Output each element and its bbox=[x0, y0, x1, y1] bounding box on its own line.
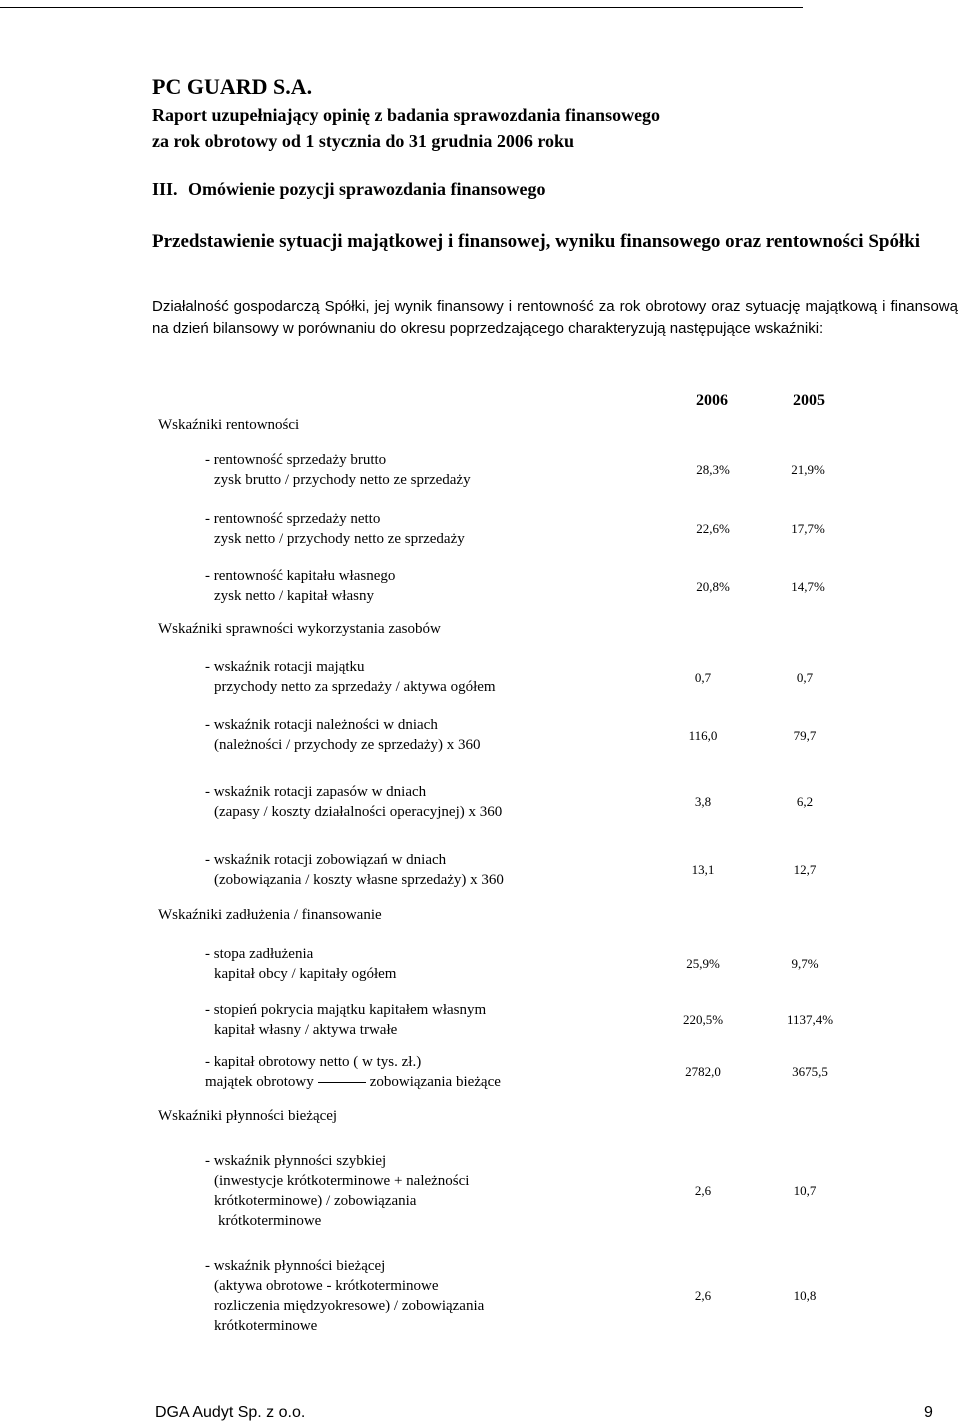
value-2005: 10,7 bbox=[793, 1183, 817, 1198]
indicator-label: - rentowność sprzedaży brutto bbox=[205, 452, 387, 468]
formula-term: majątek obrotowy bbox=[205, 1074, 314, 1090]
value-2006: 3,8 bbox=[694, 794, 712, 809]
value-2006: 20,8% bbox=[696, 579, 730, 594]
indicator-row bbox=[205, 1052, 501, 1092]
value-2005: 21,9% bbox=[791, 462, 825, 477]
value-2006: 22,6% bbox=[696, 521, 730, 536]
indicator-label: - stopień pokrycia majątku kapitałem własnym bbox=[205, 1002, 487, 1018]
value-2005: 17,7% bbox=[791, 521, 825, 536]
indicator-formula: krótkoterminowe bbox=[218, 1213, 322, 1229]
value-2006: 2,6 bbox=[694, 1183, 712, 1198]
section-heading bbox=[152, 179, 546, 200]
indicator-row bbox=[205, 1256, 484, 1336]
minus-dash bbox=[318, 1082, 366, 1083]
section-title: Omówienie pozycji sprawozdania finansowego bbox=[188, 179, 546, 199]
value-2005: 3675,5 bbox=[792, 1064, 828, 1079]
value-2005: 6,2 bbox=[796, 794, 814, 809]
report-subtitle-line1: Raport uzupełniający opinię z badania sprawozdania finansowego bbox=[152, 105, 661, 125]
indicator-formula: przychody netto za sprzedaży / aktywa ogółem bbox=[214, 679, 496, 695]
indicator-formula: kapitał obcy / kapitały ogółem bbox=[214, 966, 397, 982]
indicator-label: - wskaźnik rotacji majątku bbox=[205, 659, 365, 675]
indicator-row bbox=[205, 850, 504, 890]
indicator-formula: krótkoterminowe bbox=[214, 1318, 318, 1334]
indicator-label: - rentowność sprzedaży netto bbox=[205, 511, 381, 527]
indicator-row bbox=[205, 1000, 486, 1040]
value-2006: 2782,0 bbox=[685, 1064, 721, 1079]
group-title-profitability: Wskaźniki rentowności bbox=[158, 417, 300, 433]
year-header-2006: 2006 bbox=[696, 392, 728, 409]
formula-term: zobowiązania bieżące bbox=[369, 1074, 501, 1090]
value-2005: 0,7 bbox=[796, 670, 814, 685]
indicator-formula bbox=[205, 1072, 501, 1092]
indicator-formula: (zobowiązania / koszty własne sprzedaży) x 360 bbox=[214, 872, 504, 888]
indicator-label: - wskaźnik rotacji należności w dniach bbox=[205, 717, 438, 733]
value-2006: 28,3% bbox=[696, 462, 730, 477]
value-2006: 2,6 bbox=[694, 1288, 712, 1303]
indicator-row bbox=[205, 450, 471, 490]
indicator-label: - kapitał obrotowy netto ( w tys. zł.) bbox=[205, 1054, 422, 1070]
indicator-label: - wskaźnik rotacji zobowiązań w dniach bbox=[205, 852, 447, 868]
indicator-formula: (aktywa obrotowe - krótkoterminowe bbox=[214, 1278, 439, 1294]
value-2005: 9,7% bbox=[791, 956, 819, 971]
value-2005: 14,7% bbox=[791, 579, 825, 594]
company-name: PC GUARD S.A. bbox=[152, 74, 313, 99]
intro-paragraph: Działalność gospodarczą Spółki, jej wynik finansowy i rentowność za rok obrotowy oraz sytuację majątkową i finansową na dzień bilansowy w porównaniu do okresu poprzedzającego charakteryzują następujące wskaźniki: bbox=[152, 298, 958, 337]
indicator-formula: (inwestycje krótkoterminowe + należności bbox=[214, 1173, 470, 1189]
indicator-label: - wskaźnik płynności szybkiej bbox=[205, 1153, 387, 1169]
indicator-formula: zysk netto / przychody netto ze sprzedaży bbox=[214, 531, 465, 547]
indicator-label: - wskaźnik rotacji zapasów w dniach bbox=[205, 784, 427, 800]
top-rule bbox=[0, 7, 803, 8]
indicator-label: - rentowność kapitału własnego bbox=[205, 568, 396, 584]
section-number: III. bbox=[152, 179, 178, 199]
year-header-2005: 2005 bbox=[793, 392, 825, 409]
value-2005: 12,7 bbox=[793, 862, 817, 877]
indicator-formula: (zapasy / koszty działalności operacyjnej) x 360 bbox=[214, 804, 503, 820]
value-2005: 79,7 bbox=[793, 728, 817, 743]
indicator-formula: zysk brutto / przychody netto ze sprzedaży bbox=[214, 472, 471, 488]
report-subtitle-line2: za rok obrotowy od 1 stycznia do 31 grudnia 2006 roku bbox=[152, 131, 575, 151]
indicator-formula: kapitał własny / aktywa trwałe bbox=[214, 1022, 398, 1038]
indicator-label: - stopa zadłużenia bbox=[205, 946, 314, 962]
indicator-row bbox=[205, 782, 502, 822]
indicator-row bbox=[205, 509, 465, 549]
indicator-formula: rozliczenia międzyokresowe) / zobowiązania bbox=[214, 1298, 485, 1314]
indicator-row bbox=[205, 657, 496, 697]
indicator-formula: krótkoterminowe) / zobowiązania bbox=[214, 1193, 417, 1209]
value-2005: 10,8 bbox=[793, 1288, 817, 1303]
indicator-row bbox=[205, 566, 395, 606]
value-2006: 0,7 bbox=[694, 670, 712, 685]
indicator-row bbox=[205, 944, 396, 984]
indicator-row bbox=[205, 715, 481, 755]
subheading: Przedstawienie sytuacji majątkowej i finansowej, wyniku finansowego oraz rentowności Spółki bbox=[152, 231, 921, 252]
footer-auditor: DGA Audyt Sp. z o.o. bbox=[155, 1404, 306, 1421]
value-2005: 1137,4% bbox=[786, 1012, 834, 1027]
group-title-efficiency: Wskaźniki sprawności wykorzystania zasobów bbox=[158, 621, 441, 637]
group-title-debt: Wskaźniki zadłużenia / finansowanie bbox=[158, 907, 382, 923]
group-title-liquidity: Wskaźniki płynności bieżącej bbox=[158, 1108, 338, 1124]
page-number: 9 bbox=[924, 1404, 933, 1421]
value-2006: 220,5% bbox=[682, 1012, 724, 1027]
indicator-label: - wskaźnik płynności bieżącej bbox=[205, 1258, 386, 1274]
indicator-formula: (należności / przychody ze sprzedaży) x 360 bbox=[214, 737, 481, 753]
value-2006: 25,9% bbox=[686, 956, 720, 971]
value-2006: 116,0 bbox=[688, 728, 718, 743]
indicator-row bbox=[205, 1151, 469, 1231]
value-2006: 13,1 bbox=[691, 862, 715, 877]
indicator-formula: zysk netto / kapitał własny bbox=[214, 588, 374, 604]
